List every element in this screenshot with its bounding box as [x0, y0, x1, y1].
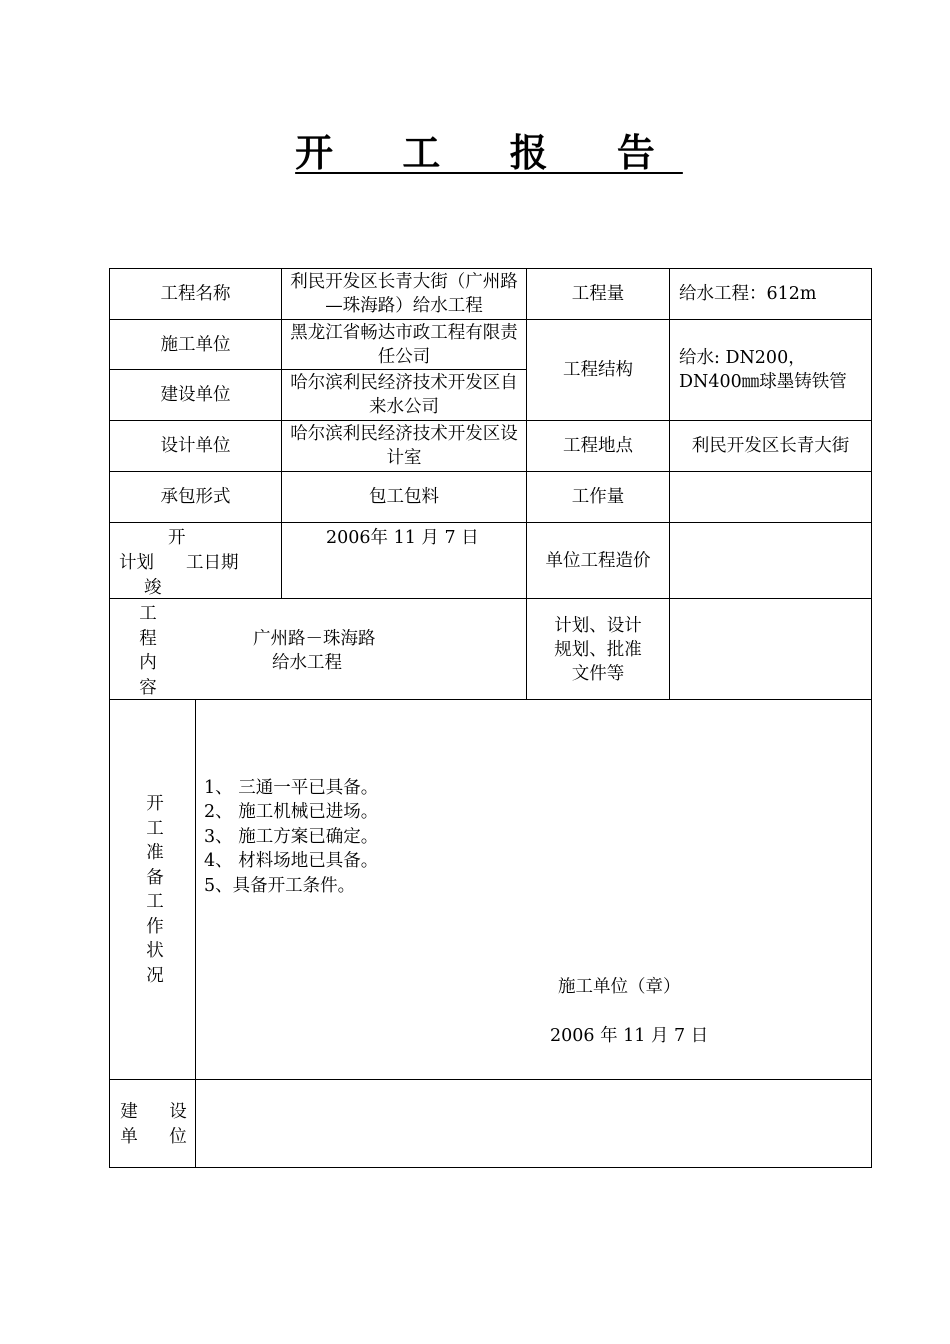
owner-unit-value: 哈尔滨利民经济技术开发区自来水公司: [290, 373, 518, 417]
structure-value: 给水: DN200，DN400㎜球墨铸铁管: [679, 348, 847, 392]
plan-date-label-plan: 计划: [119, 553, 154, 573]
list-item: 5、具备开工条件。: [204, 876, 356, 896]
plan-date-label-end: 竣: [144, 578, 162, 598]
owner-sign-label-col2: 设 位: [169, 1102, 187, 1147]
preparation-date: 2006 年 11 月 7 日: [550, 1026, 709, 1046]
content-line1: 广州路－珠海路: [253, 629, 376, 649]
content-label: 工 程 内 容: [139, 604, 157, 698]
owner-sign-label-col1: 建 单: [120, 1102, 138, 1147]
planning-docs-label: 计划、设计规划、批准文件等: [554, 616, 642, 684]
location-value: 利民开发区长青大街: [691, 436, 850, 456]
unit-cost-value: [670, 523, 871, 598]
owner-unit-label: 建设单位: [160, 385, 231, 405]
quantity-label: 工程量: [571, 284, 625, 304]
owner-sign-value: [196, 1080, 871, 1167]
workload-label: 工作量: [571, 487, 625, 507]
contract-form-value: 包工包料: [369, 487, 439, 507]
design-unit-label: 设计单位: [160, 436, 231, 456]
design-unit-value: 哈尔滨利民经济技术开发区设计室: [290, 424, 518, 468]
content-line2: 给水工程: [272, 653, 342, 673]
location-label: 工程地点: [563, 436, 633, 456]
list-item: 4、 材料场地已具备。: [204, 851, 379, 871]
construction-unit-stamp: 施工单位（章）: [558, 977, 681, 997]
document-title: 开 工 报 告: [295, 130, 683, 175]
list-item: 1、 三通一平已具备。: [204, 778, 379, 798]
plan-date-label-mid: 工日期: [186, 553, 239, 573]
list-item: 2、 施工机械已进场。: [204, 802, 379, 822]
structure-label: 工程结构: [563, 360, 633, 380]
workload-value: [670, 472, 871, 522]
list-item: 3、 施工方案已确定。: [204, 827, 379, 847]
contract-form-label: 承包形式: [160, 487, 231, 507]
project-name-label: 工程名称: [160, 284, 231, 304]
planning-docs-value: [670, 600, 871, 699]
construction-unit-value: 黑龙江省畅达市政工程有限责任公司: [290, 322, 518, 367]
plan-date-value: 2006年 11 月 7 日: [326, 528, 479, 548]
preparation-label: 开 工 准 备 工 作 状 况: [146, 794, 164, 986]
plan-date-label-start: 开: [168, 528, 186, 548]
construction-unit-label: 施工单位: [160, 334, 231, 355]
project-name-value: 利民开发区长青大街（广州路—珠海路）给水工程: [290, 272, 518, 316]
unit-cost-label: 单位工程造价: [545, 550, 651, 571]
quantity-value: 给水工程：612m: [679, 284, 817, 304]
